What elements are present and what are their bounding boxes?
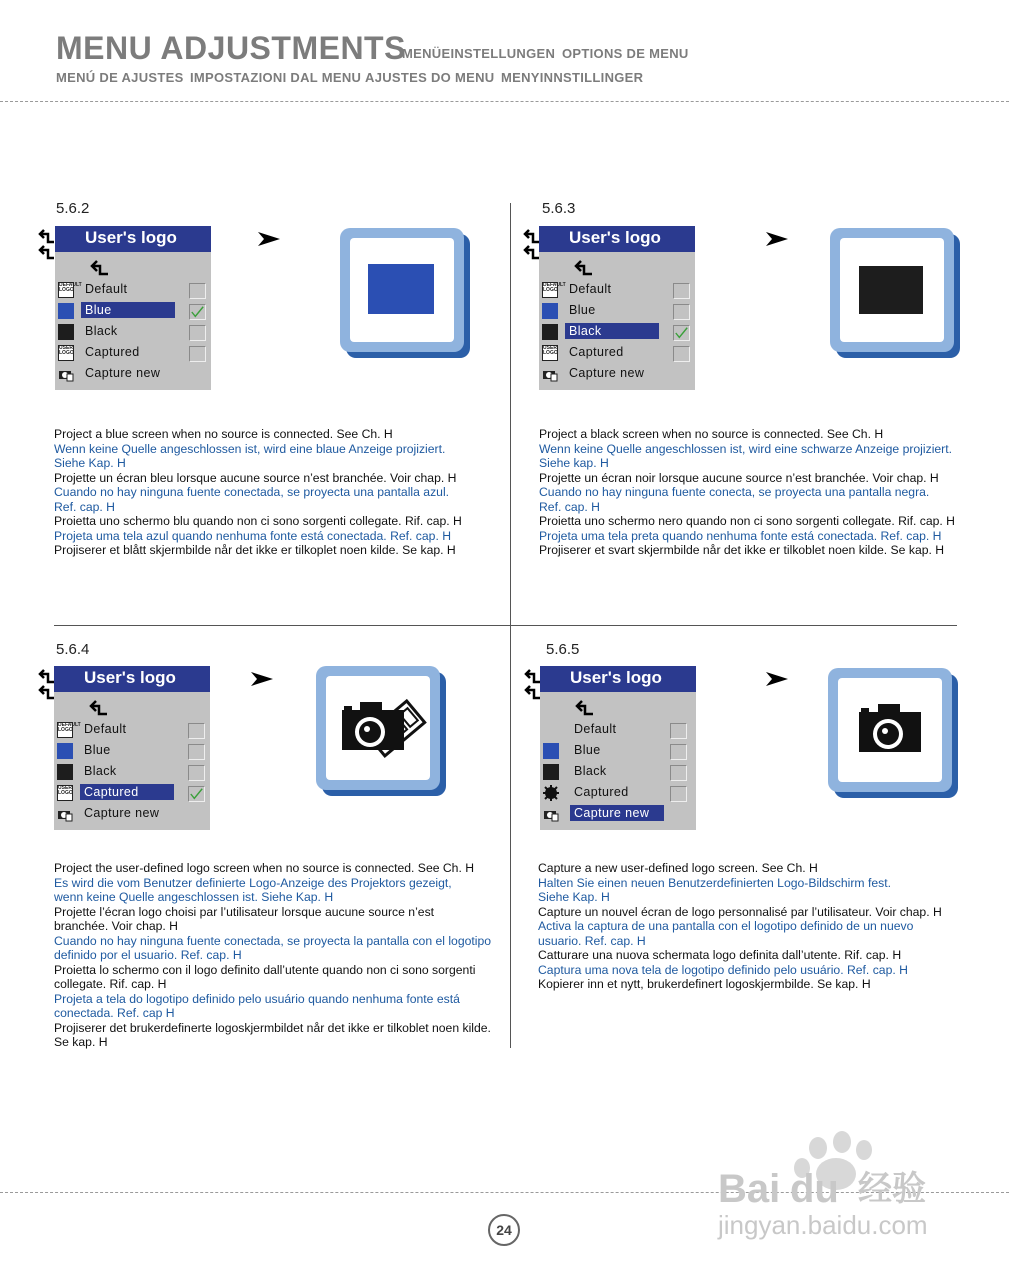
menu-item-label: Capture new	[570, 805, 664, 821]
menu-item-blue[interactable]	[55, 301, 211, 321]
menu-item-label: Captured	[80, 784, 174, 800]
section-description	[538, 861, 942, 992]
menu-item-label: Default	[569, 282, 612, 296]
subtitle-no: MENYINNSTILLINGER	[501, 70, 644, 85]
text-it: Proietta uno schermo blu quando non ci sono sorgenti collegate. Rif. cap. H	[54, 514, 462, 528]
menu-item-default[interactable]	[54, 720, 210, 740]
black-swatch-icon	[57, 764, 73, 780]
text-fr: Projette un écran bleu lorsque aucune source n’est branchée. Voir chap. H	[54, 470, 457, 485]
users-logo-menu	[540, 666, 696, 830]
menu-item-label: Capture new	[85, 366, 161, 380]
text-fr: Capture un nouvel écran de logo personnalisé par l’utilisateur. Voir chap. H	[538, 904, 942, 919]
user-logo-icon: USER LOGO	[57, 785, 73, 801]
text-es-cont: definido por el usuario. Ref. cap. H	[54, 948, 242, 962]
menu-item-label: Blue	[84, 743, 111, 757]
back-arrows-icon	[38, 668, 54, 700]
menu-item-default[interactable]	[55, 280, 211, 300]
text-fr: Projette l’écran logo choisi par l’utilisateur lorsque aucune source n’est	[54, 904, 435, 919]
text-no: Projiserer det brukerdefinerte logoskjermbildet når det ikke er tilkoblet noen kilde.	[54, 1020, 491, 1035]
users-logo-menu	[55, 226, 211, 390]
menu-item-captured[interactable]	[54, 783, 210, 803]
blue-swatch-icon	[543, 743, 559, 759]
text-de: Halten Sie einen neuen Benutzerdefinierten Logo-Bildschirm fest.	[538, 875, 891, 890]
text-de: Wenn keine Quelle angeschlossen ist, wird eine blaue Anzeige projiziert.	[54, 441, 446, 456]
text-de-ref: Siehe Kap. H	[538, 890, 610, 904]
blue-swatch-icon	[58, 303, 74, 319]
checkbox-checked[interactable]	[189, 304, 206, 320]
text-en: Capture a new user-defined logo screen. See Ch. H	[538, 861, 818, 875]
gear-icon	[543, 785, 559, 801]
default-logo-icon: DEFAULT LOGO	[57, 722, 73, 738]
camera-logo-preview	[826, 666, 960, 800]
checkbox[interactable]	[189, 283, 206, 299]
checkbox[interactable]	[670, 765, 687, 781]
user-logo-icon: USER LOGO	[58, 345, 74, 361]
capture-camera-icon	[542, 366, 558, 382]
check-icon	[189, 787, 204, 801]
text-es: Cuando no hay ninguna fuente conecta, se proyecta una pantalla negra.	[539, 485, 930, 499]
check-icon	[190, 305, 205, 319]
watermark-url: jingyan.baidu.com	[718, 1210, 928, 1240]
capture-camera-icon	[57, 806, 73, 822]
text-pt: Projeta uma tela preta quando nenhuma fonte está conectada. Ref. cap. H	[539, 528, 942, 543]
text-it: Catturare una nuova schermata logo definita dall’utente. Rif. cap. H	[538, 948, 902, 962]
menu-item-label: Default	[85, 282, 128, 296]
menu-item-black[interactable]	[539, 322, 695, 342]
menu-item-captured[interactable]	[539, 343, 695, 363]
watermark-brand: Bai	[718, 1167, 781, 1211]
pointer-arrow-icon	[766, 672, 788, 686]
checkbox[interactable]	[673, 304, 690, 320]
back-arrows-icon	[523, 228, 539, 260]
menu-item-capture-new[interactable]	[54, 804, 210, 824]
blue-swatch-icon	[57, 743, 73, 759]
menu-item-capture-new[interactable]	[540, 804, 696, 824]
subtitle-es: MENÚ DE AJUSTES	[56, 70, 184, 85]
pointer-arrow-icon	[766, 232, 788, 246]
menu-title: User's logo	[540, 666, 696, 692]
text-pt-cont: conectada. Ref. cap H	[54, 1006, 175, 1020]
menu-item-default[interactable]	[539, 280, 695, 300]
menu-item-label: Blue	[569, 303, 596, 317]
back-arrows-icon	[38, 228, 54, 260]
text-it: Proietta uno schermo nero quando non ci sono sorgenti collegate. Rif. cap. H	[539, 514, 955, 528]
text-no-cont: Se kap. H	[54, 1035, 108, 1049]
text-es-ref: Ref. cap. H	[54, 499, 115, 514]
checkbox[interactable]	[673, 283, 690, 299]
section-number: 5.6.2	[56, 200, 90, 217]
menu-title: User's logo	[54, 666, 210, 692]
checkbox[interactable]	[670, 786, 687, 802]
menu-item-label: Captured	[574, 785, 629, 799]
section-number: 5.6.4	[56, 641, 90, 658]
black-swatch-icon	[543, 764, 559, 780]
checkbox[interactable]	[189, 325, 206, 341]
page-title: MENU ADJUSTMENTS	[56, 30, 406, 66]
menu-item-label: Black	[574, 764, 607, 778]
menu-item-label: Black	[565, 323, 659, 339]
text-no: Kopierer inn et nytt, brukerdefinert logoskjermbilde. Se kap. H	[538, 977, 871, 991]
text-de-cont: wenn keine Quelle angeschlossen ist. Siehe Kap. H	[54, 890, 334, 904]
checkbox[interactable]	[670, 723, 687, 739]
menu-item-label: Default	[84, 722, 127, 736]
subtitle-pt: AJUSTES DO MENU	[365, 70, 495, 85]
black-swatch-icon	[542, 324, 558, 340]
capture-camera-icon	[543, 806, 559, 822]
text-it-cont: collegate. Rif. cap. H	[54, 977, 167, 991]
section-number: 5.6.5	[546, 641, 580, 658]
menu-item-black[interactable]	[540, 762, 696, 782]
menu-item-label: Capture new	[569, 366, 645, 380]
watermark-brand-2: du	[790, 1167, 839, 1211]
pointer-arrow-icon	[258, 232, 280, 246]
menu-item-black[interactable]	[54, 762, 210, 782]
capture-camera-icon	[58, 366, 74, 382]
menu-item-default[interactable]	[540, 720, 696, 740]
pointer-arrow-icon	[251, 672, 273, 686]
checkbox[interactable]	[189, 346, 206, 362]
subtitle-de: MENÜEINSTELLUNGEN	[402, 46, 556, 61]
text-pt: Projeta uma tela azul quando nenhuma fonte está conectada. Ref. cap. H	[54, 528, 452, 543]
menu-title: User's logo	[539, 226, 695, 252]
text-de: Es wird die vom Benutzer definierte Logo-Anzeige des Projektors gezeigt,	[54, 875, 452, 890]
menu-item-capture-new[interactable]	[55, 364, 211, 384]
text-de: Wenn keine Quelle angeschlossen ist, wird eine schwarze Anzeige projiziert.	[539, 441, 953, 456]
camera-logo-preview	[314, 664, 448, 798]
text-no: Projiserer et svart skjermbilde når det ikke er tilkoblet noen kilde. Se kap. H	[539, 543, 945, 557]
back-icon[interactable]	[576, 700, 594, 716]
default-logo-icon: DEFAULT LOGO	[58, 282, 74, 298]
section-description	[539, 427, 955, 558]
blue-swatch-icon	[542, 303, 558, 319]
checkbox[interactable]	[188, 744, 205, 760]
users-logo-menu	[54, 666, 210, 830]
header-divider	[0, 101, 1009, 102]
text-fr-cont: branchée. Voir chap. H	[54, 919, 178, 933]
text-en: Project a blue screen when no source is connected. See Ch. H	[54, 427, 393, 441]
watermark-cn: 经验	[858, 1169, 926, 1209]
checkbox[interactable]	[188, 765, 205, 781]
text-en: Project the user-defined logo screen when no source is connected. See Ch. H	[54, 861, 475, 875]
users-logo-menu	[539, 226, 695, 390]
menu-item-label: Capture new	[84, 806, 160, 820]
page-number: 24	[488, 1214, 520, 1246]
menu-item-label: Black	[84, 764, 117, 778]
menu-item-captured[interactable]	[540, 783, 696, 803]
subtitle-fr: OPTIONS DE MENU	[562, 46, 689, 61]
text-no: Projiserer et blått skjermbilde når det ikke er tilkoplet noen kilde. Se kap. H	[54, 543, 456, 557]
back-arrows-icon	[524, 668, 540, 700]
checkbox-checked[interactable]	[188, 786, 205, 802]
menu-item-label: Default	[574, 722, 617, 736]
text-de-ref: Siehe Kap. H	[54, 456, 126, 470]
default-logo-icon: DEFAULT LOGO	[542, 282, 558, 298]
menu-item-blue[interactable]	[540, 741, 696, 761]
back-icon[interactable]	[90, 700, 108, 716]
menu-item-label: Black	[85, 324, 118, 338]
text-en: Project a black screen when no source is connected. See Ch. H	[539, 427, 884, 441]
text-de-ref: Siehe kap. H	[539, 456, 609, 470]
menu-item-capture-new[interactable]	[539, 364, 695, 384]
text-es-cont: usuario. Ref. cap. H	[538, 933, 646, 948]
text-it: Proietta lo schermo con il logo definito dall’utente quando non ci sono sorgenti	[54, 962, 476, 977]
checkbox[interactable]	[670, 744, 687, 760]
menu-item-label: Blue	[81, 302, 175, 318]
back-icon[interactable]	[575, 260, 593, 276]
back-icon[interactable]	[91, 260, 109, 276]
baidu-watermark	[718, 1128, 958, 1248]
text-pt: Captura uma nova tela de logotipo definido pelo usuário. Ref. cap. H	[538, 962, 908, 977]
menu-item-blue[interactable]	[539, 301, 695, 321]
menu-item-label: Blue	[574, 743, 601, 757]
user-logo-icon: USER LOGO	[542, 345, 558, 361]
check-icon	[674, 326, 689, 340]
menu-item-label: Captured	[569, 345, 624, 359]
checkbox-checked[interactable]	[673, 325, 690, 341]
text-fr: Projette un écran noir lorsque aucune source n’est branchée. Voir chap. H	[539, 470, 939, 485]
text-es-ref: Ref. cap. H	[539, 499, 600, 514]
blue-screen-preview	[338, 226, 470, 358]
section-description	[54, 861, 491, 1050]
subtitle-it: IMPOSTAZIONI DAL MENU	[190, 70, 362, 85]
text-es: Cuando no hay ninguna fuente conectada, se proyecta una pantalla azul.	[54, 485, 450, 499]
menu-item-captured[interactable]	[55, 343, 211, 363]
menu-item-blue[interactable]	[54, 741, 210, 761]
menu-item-label: Captured	[85, 345, 140, 359]
text-pt: Projeta a tela do logotipo definido pelo usuário quando nenhuma fonte está	[54, 991, 460, 1006]
section-number: 5.6.3	[542, 200, 576, 217]
black-swatch-icon	[58, 324, 74, 340]
menu-item-black[interactable]	[55, 322, 211, 342]
checkbox[interactable]	[188, 723, 205, 739]
text-es: Activa la captura de una pantalla con el logotipo definido de un nuevo	[538, 919, 914, 933]
black-screen-preview	[828, 226, 960, 358]
text-es: Cuando no hay ninguna fuente conectada, se proyecta la pantalla con el logotipo	[54, 933, 492, 948]
horizontal-divider	[54, 625, 957, 626]
section-description	[54, 427, 462, 558]
checkbox[interactable]	[673, 346, 690, 362]
menu-title: User's logo	[55, 226, 211, 252]
